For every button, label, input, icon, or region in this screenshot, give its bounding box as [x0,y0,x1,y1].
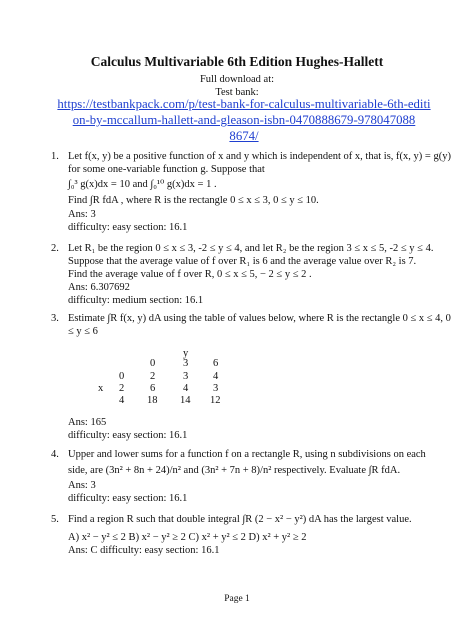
table-row-x: 2 [119,383,125,394]
question-4 [51,448,448,505]
test-bank-label: Test bank: [215,87,259,98]
question-number: 4. [51,449,59,460]
answer-options: A) x² − y² ≤ 2 B) x² − y² ≥ 2 C) x² + y² ≤ 2 D) x² + y² ≥ 2 [68,532,307,543]
answer: Ans: 3 [68,209,96,220]
question-5 [51,513,448,557]
link-line-3[interactable]: 8674/ [229,129,259,143]
page-number: Page 1 [224,594,250,604]
table-cell: 12 [210,395,221,406]
question-number: 1. [51,151,59,162]
question-text: for some one-variable function g. Suppose that [68,164,265,175]
table-cell: 6 [150,383,156,394]
table-cell: 4 [183,383,189,394]
question-number: 2. [51,243,59,254]
question-text: Let R₁ be the region 0 ≤ x ≤ 3, -2 ≤ y ≤ 4, and let R₂ be the region 3 ≤ x ≤ 5, -2 ≤ y ≤ 4. [68,243,434,254]
difficulty-section: difficulty: easy section: 16.1 [68,493,188,504]
answer-difficulty-section: Ans: C difficulty: easy section: 16.1 [68,545,220,556]
table-cell: 2 [150,371,156,382]
difficulty-section: difficulty: easy section: 16.1 [68,222,188,233]
question-3-answer [68,416,448,442]
table-header-cell: 0 [150,358,156,369]
answer: Ans: 165 [68,417,107,428]
question-text: Find the average value of f over R, 0 ≤ x ≤ 5, − 2 ≤ y ≤ 2 . [68,269,312,280]
given-integrals: ∫₀³ g(x)dx = 10 and ∫₀¹⁰ g(x)dx = 1 . [68,179,217,190]
question-text: ≤ y ≤ 6 [68,326,98,337]
table-header-cell: 3 [183,358,189,369]
question-text: Upper and lower sums for a function f on a rectangle R, using n subdivisions on each [68,449,426,460]
link-line-2[interactable]: on-by-mccallum-hallett-and-gleason-isbn-0470888679-978047088 [72,113,416,127]
document-title: Calculus Multivariable 6th Edition Hughes-Hallett [90,54,384,69]
question-text: Let f(x, y) be a positive function of x and y which is independent of x, that is, f(x, y) = g(y) [68,151,451,162]
table-cell: 4 [213,371,219,382]
x-axis-label: x [98,383,104,394]
table-cell: 3 [183,371,189,382]
answer: Ans: 6.307692 [68,282,130,293]
question-text: side, are (3n² + 8n + 24)/n² and (3n² + 7n + 8)/n² respectively. Evaluate ∫R fdA. [68,465,401,476]
question-text: Estimate ∫R f(x, y) dA using the table of values below, where R is the rectangle 0 ≤ x ≤ 4, 0 [68,313,451,324]
question-text: Suppose that the average value of f over R₁ is 6 and the average value over R₂ is 7. [68,256,417,267]
difficulty-section: difficulty: medium section: 16.1 [68,295,204,306]
table-cell: 14 [180,395,191,406]
table-header-cell: 6 [213,358,219,369]
question-text: Find a region R such that double integral ∫R (2 − x² − y²) dA has the largest value. [68,514,412,525]
y-axis-label: y [183,348,189,359]
answer: Ans: 3 [68,480,96,491]
link-line-1[interactable]: https://testbankpack.com/p/test-bank-for-calculus-multivariable-6th-editi [57,97,431,111]
question-number: 5. [51,514,59,525]
full-download-label: Full download at: [199,74,275,85]
difficulty-section: difficulty: easy section: 16.1 [68,430,188,441]
table-cell: 3 [213,383,219,394]
find-statement: Find ∫R fdA , where R is the rectangle 0 ≤ x ≤ 3, 0 ≤ y ≤ 10. [68,195,319,206]
table-row-x: 4 [119,395,125,406]
table-cell: 18 [147,395,158,406]
table-row-x: 0 [119,371,125,382]
question-number: 3. [51,313,59,324]
